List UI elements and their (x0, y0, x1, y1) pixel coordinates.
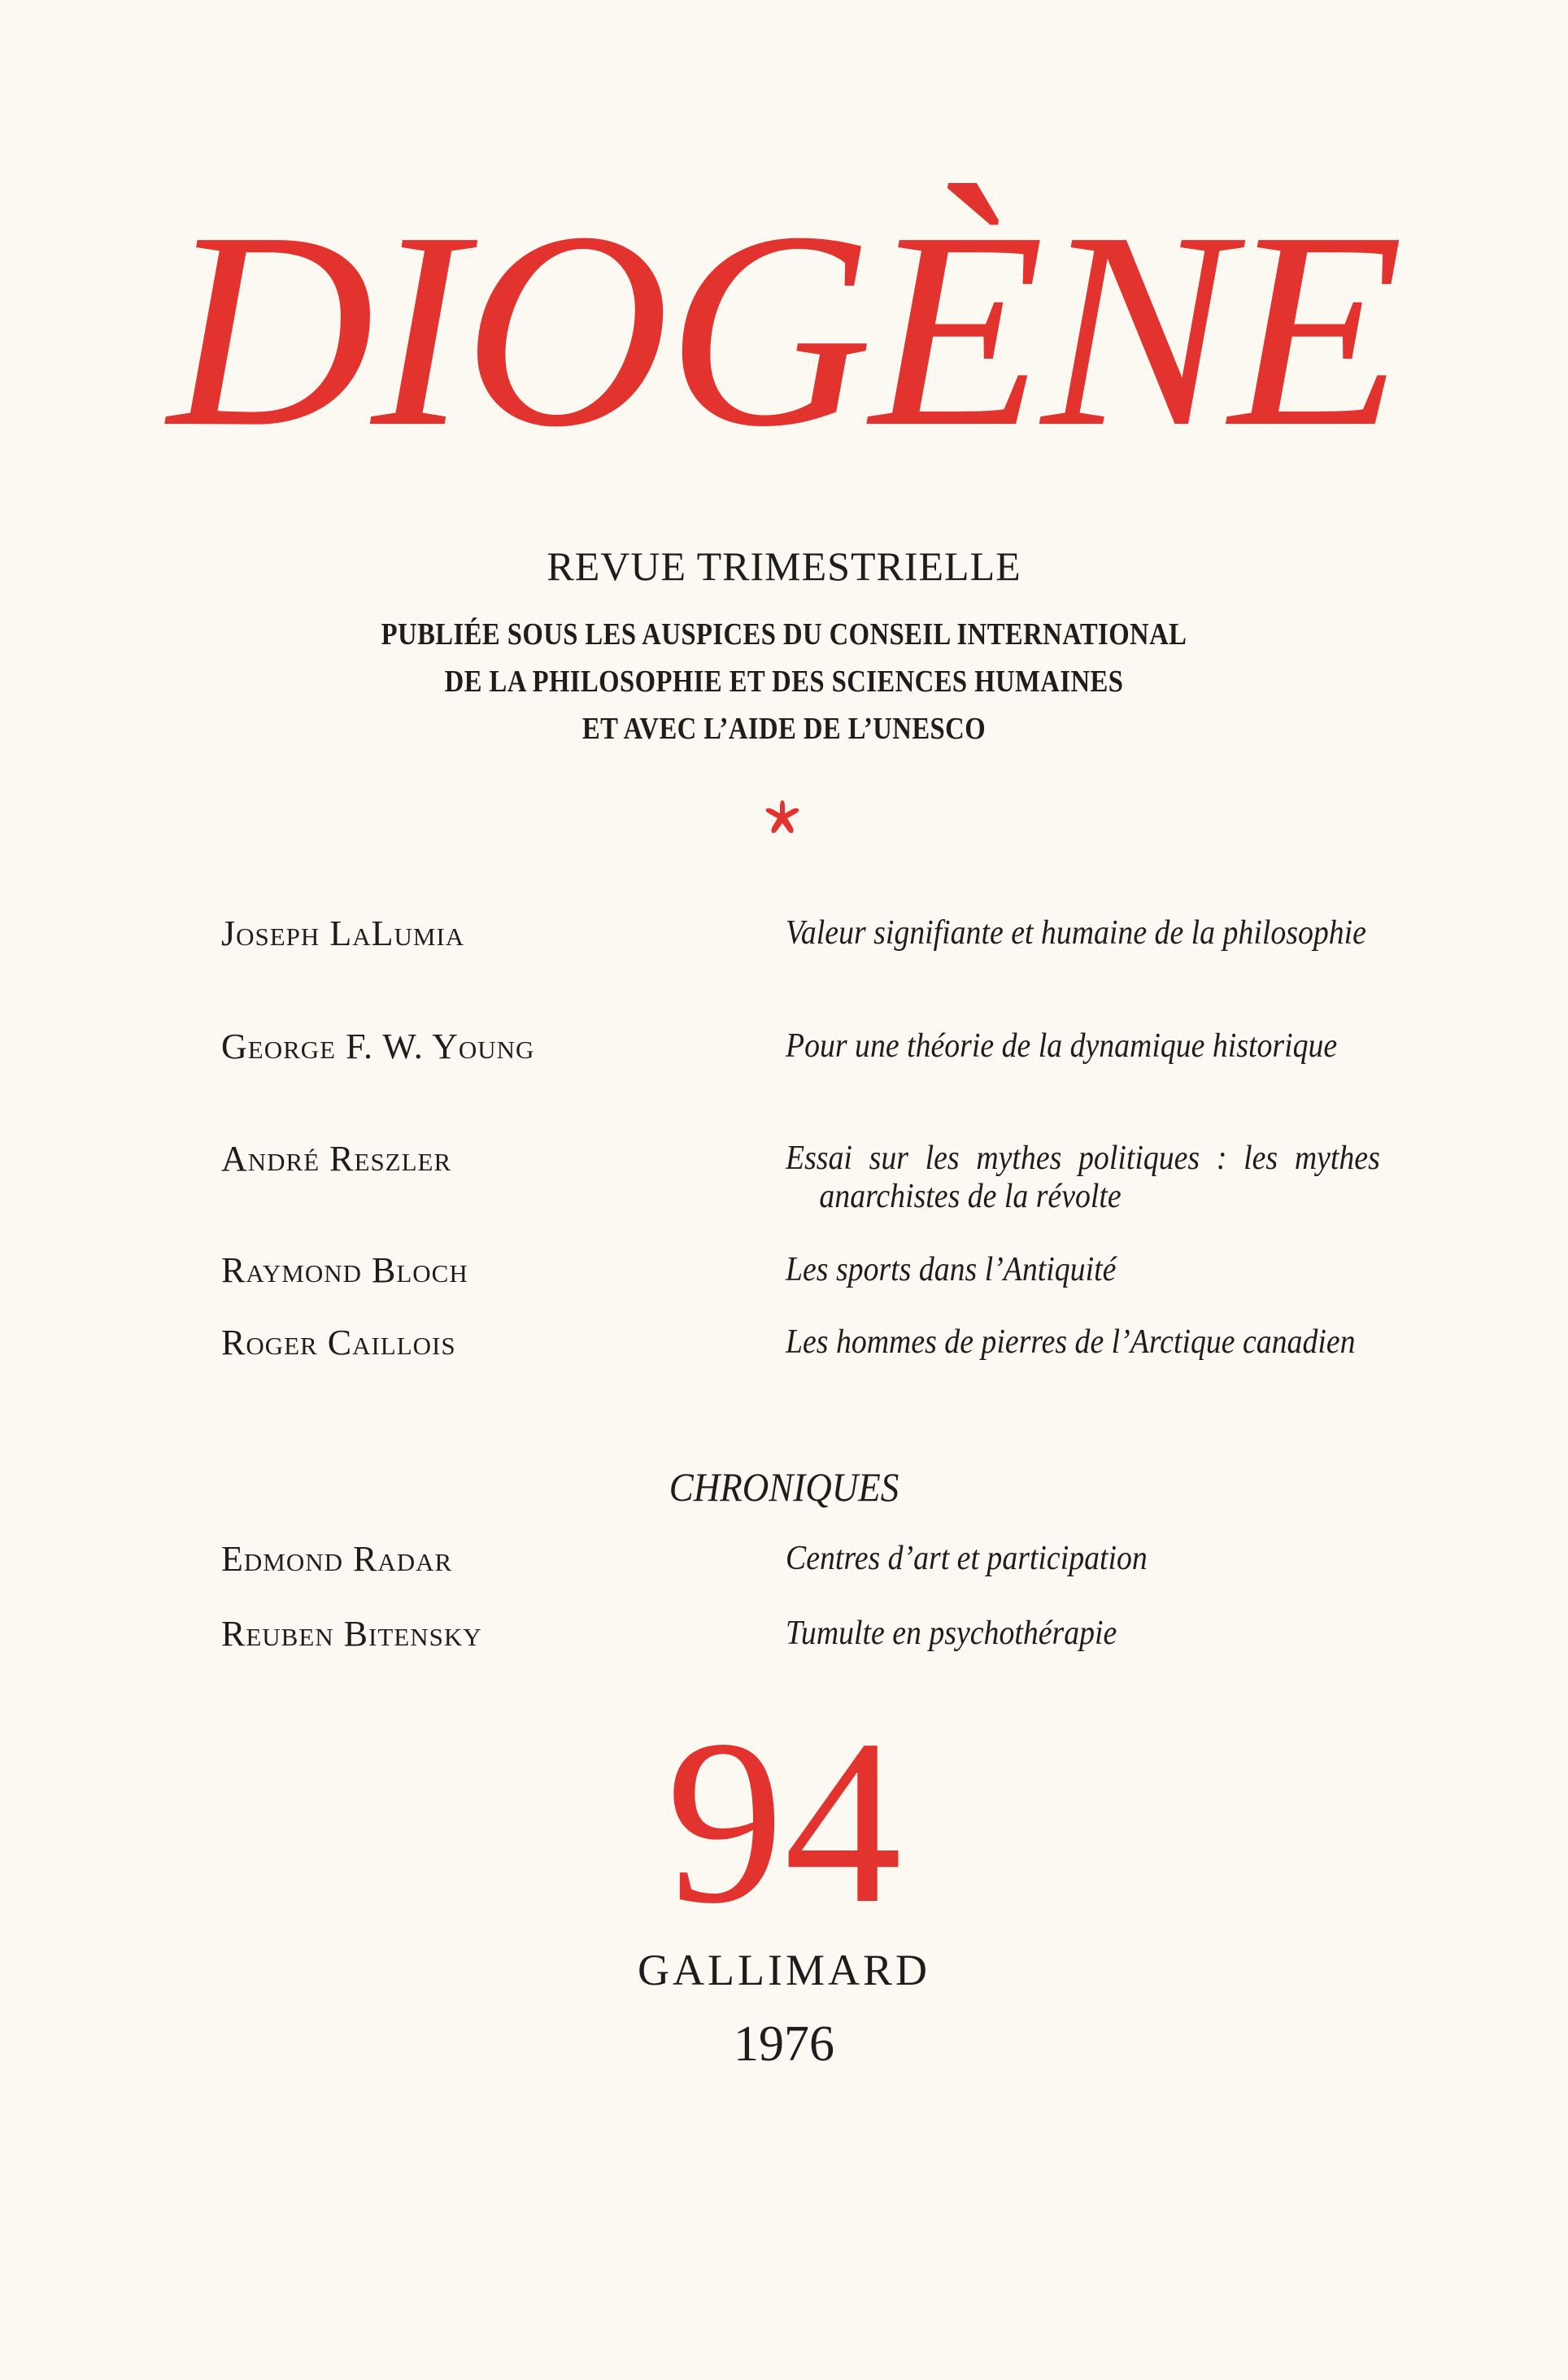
article-title: Les sports dans l’Antiquité (786, 1251, 1117, 1288)
sponsor-line-1: PUBLIÉE SOUS LES AUSPICES DU CONSEIL INTERNATIONAL (381, 617, 1187, 652)
chronique-author: Edmond Radar (221, 1539, 453, 1579)
asterisk-star-icon (760, 796, 805, 841)
chronique-title: Centres d’art et participation (786, 1540, 1148, 1577)
subtitle: REVUE TRIMESTRIELLE (547, 543, 1021, 589)
article-author: Joseph LaLumia (221, 913, 465, 953)
article-author: Raymond Bloch (221, 1250, 468, 1290)
sponsor-line-3: ET AVEC L’AIDE DE L’UNESCO (581, 712, 987, 746)
issue-number: 94 (666, 1691, 902, 1952)
section-heading-chroniques: CHRONIQUES (669, 1464, 899, 1510)
article-title: Les hommes de pierres de l’Arctique canadien (786, 1323, 1356, 1361)
chronique-author: Reuben Bitensky (221, 1614, 482, 1654)
article-title: Pour une théorie de la dynamique historique (786, 1027, 1338, 1065)
masthead-title: DIOGÈNE (168, 174, 1400, 485)
sponsor-line-2: DE LA PHILOSOPHIE ET DES SCIENCES HUMAINES (444, 665, 1124, 699)
article-title: Essai sur les mythes politiques : les mythes anarchistes de la révolte (786, 1140, 1380, 1215)
article-title: Valeur signifiante et humaine de la philosophie (786, 914, 1366, 952)
article-author: Roger Caillois (221, 1323, 456, 1362)
article-author: André Reszler (221, 1139, 452, 1179)
article-author: George F. W. Young (221, 1027, 535, 1066)
publication-year: 1976 (734, 2016, 834, 2072)
publisher-name: GALLIMARD (638, 1946, 930, 1994)
chronique-title: Tumulte en psychothérapie (786, 1615, 1117, 1652)
